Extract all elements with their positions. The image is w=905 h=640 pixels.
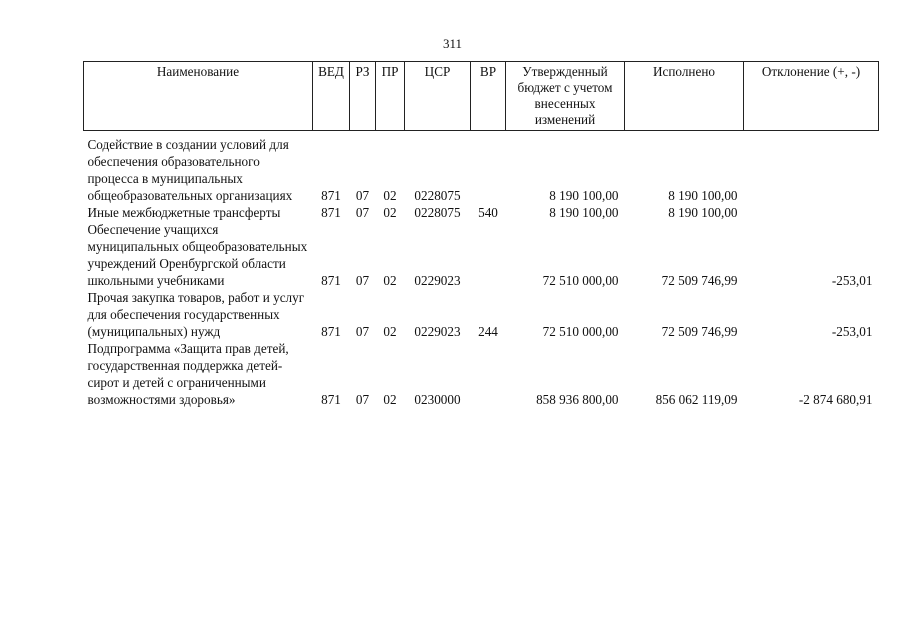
header-vr: ВР — [471, 62, 506, 131]
table-row — [84, 340, 879, 408]
row-name: Иные межбюджетные трансферты — [87, 205, 281, 220]
budget-table — [83, 61, 879, 408]
row-deviation: -253,01 — [831, 273, 873, 288]
row-rz: 07 — [355, 273, 370, 288]
row-pr: 02 — [383, 188, 397, 203]
row-ved: 871 — [321, 324, 341, 339]
row-executed: 72 509 746,99 — [661, 324, 738, 339]
row-vr — [471, 221, 506, 289]
row-deviation — [744, 204, 879, 221]
header-executed: Исполнено — [625, 62, 744, 131]
row-rz: 07 — [355, 392, 370, 407]
row-deviation — [744, 131, 879, 205]
row-pr: 02 — [383, 392, 397, 407]
row-executed: 8 190 100,00 — [668, 205, 738, 220]
row-rz: 07 — [355, 205, 370, 220]
row-executed: 856 062 119,09 — [655, 392, 738, 407]
header-rz: РЗ — [350, 62, 376, 131]
row-csr: 0229023 — [414, 324, 461, 339]
header-pr: ПР — [376, 62, 405, 131]
row-name: Содействие в создании условий для обеспечения образовательного процесса в муниципальных общеобразовательных организациях — [87, 137, 293, 203]
row-ved: 871 — [321, 273, 341, 288]
row-pr: 02 — [383, 324, 397, 339]
header-approved: Утвержденный бюджет с учетом внесенных изменений — [506, 62, 625, 131]
header-deviation: Отклонение (+, -) — [744, 62, 879, 131]
row-pr: 02 — [383, 205, 397, 220]
row-csr: 0228075 — [414, 205, 461, 220]
row-name: Прочая закупка товаров, работ и услуг для обеспечения государственных (муниципальных) нужд — [87, 290, 305, 339]
table-row — [84, 289, 879, 340]
row-executed: 8 190 100,00 — [668, 188, 738, 203]
row-ved: 871 — [321, 392, 341, 407]
row-approved: 72 510 000,00 — [542, 324, 619, 339]
table-row — [84, 204, 879, 221]
row-csr: 0228075 — [414, 188, 461, 203]
row-vr: 540 — [478, 205, 498, 220]
table-row — [84, 221, 879, 289]
row-deviation: -253,01 — [831, 324, 873, 339]
table-header-row — [84, 62, 879, 131]
header-ved: ВЕД — [313, 62, 350, 131]
header-csr: ЦСР — [405, 62, 471, 131]
row-csr: 0230000 — [414, 392, 461, 407]
row-approved: 8 190 100,00 — [549, 188, 619, 203]
row-ved: 871 — [321, 205, 341, 220]
row-executed: 72 509 746,99 — [661, 273, 738, 288]
row-name: Обеспечение учащихся муниципальных общеобразовательных учреждений Оренбургской области школьными учебниками — [87, 222, 308, 288]
row-vr — [471, 131, 506, 205]
page-number: 311 — [442, 36, 463, 51]
row-deviation: -2 874 680,91 — [798, 392, 873, 407]
row-approved: 72 510 000,00 — [542, 273, 619, 288]
row-vr — [471, 340, 506, 408]
row-rz: 07 — [355, 324, 370, 339]
row-approved: 8 190 100,00 — [549, 205, 619, 220]
header-name: Наименование — [84, 62, 313, 131]
row-rz: 07 — [355, 188, 370, 203]
row-csr: 0229023 — [414, 273, 461, 288]
row-ved: 871 — [321, 188, 341, 203]
row-approved: 858 936 800,00 — [536, 392, 619, 407]
row-pr: 02 — [383, 273, 397, 288]
row-name: Подпрограмма «Защита прав детей, государственная поддержка детей-сирот и детей с ограниченными возможностями здоровья» — [87, 341, 289, 407]
row-vr: 244 — [478, 324, 498, 339]
table-row — [84, 131, 879, 205]
